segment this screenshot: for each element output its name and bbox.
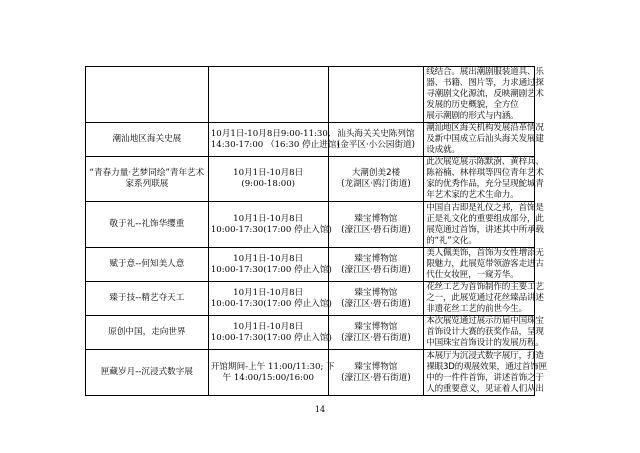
page-number: 14: [314, 405, 326, 414]
cell-text-line: 人的重要意义，见证着人们从出: [426, 383, 544, 394]
table-row: [86, 157, 535, 202]
cell-text-line: 10:00-17:30(17:00 停止入馆): [210, 264, 332, 275]
cell-text-line: 10月1日-10月8日: [233, 168, 304, 178]
event-time-cell: [208, 248, 332, 282]
cell-text-line: 臻宝博物馆: [354, 253, 398, 264]
cell-text-line: 限魅力，此展览带领游客走进古: [426, 259, 544, 269]
event-description-cell: [424, 316, 544, 350]
cell-text-line: (濠江区·礐石街道): [341, 372, 411, 383]
event-description-cell: [424, 157, 544, 202]
event-name-cell: [86, 202, 209, 248]
event-name-cell: [86, 350, 209, 396]
table-row: [86, 123, 535, 157]
cell-text-line: 大潮创美2楼: [351, 168, 401, 178]
cell-text-line: 寻潮剧文化源流，反映潮剧艺术: [426, 89, 544, 99]
cell-text-line: 本展厅为沉浸式数字展厅，打造: [426, 350, 544, 361]
table-row: [86, 316, 535, 350]
cell-text-line: 汕头海关关史陈列馆: [337, 128, 415, 139]
event-venue-cell: [328, 282, 424, 316]
event-time-cell: [208, 123, 340, 157]
table-row: [86, 350, 535, 396]
cell-text-line: 之一，此展览通过花丝臻品讲述: [426, 293, 544, 303]
table-row: [86, 248, 535, 282]
cell-text-line: 的“礼”文化。: [426, 235, 477, 246]
event-description-cell: [424, 248, 544, 282]
event-time-cell: [208, 316, 332, 350]
cell-text-line: 原创中国，走向世界: [108, 327, 186, 337]
cell-text-line: 臻宝博物馆: [354, 321, 398, 332]
event-name-cell: [86, 316, 209, 350]
cell-text-line: 臻宝博物馆: [354, 213, 398, 224]
cell-text-line: 年艺术家的艺术生命力。: [426, 190, 519, 200]
event-name-cell: [86, 67, 209, 123]
cell-text-line: (9:00-18:00): [241, 179, 296, 189]
cell-text-line: 潮汕地区海关史展: [112, 134, 182, 144]
cell-text-line: (濠江区·礐石街道): [341, 332, 411, 343]
cell-text-line: 14:30-17:00 （16:30 停止进馆): [210, 139, 340, 150]
event-time-cell: [208, 202, 332, 248]
cell-text-line: 潮汕地区海关机构发展沿革情况: [426, 123, 544, 133]
cell-text-line: 臻宝博物馆: [354, 361, 398, 372]
cell-text-line: 设成就。: [426, 145, 460, 155]
cell-text-line: 敬于礼--礼饰华缨重: [109, 219, 185, 229]
cell-text-line: 午 14:00/15:00/16:00: [222, 372, 314, 383]
event-venue-cell: [328, 123, 424, 157]
event-name-cell: [86, 157, 209, 202]
cell-text-line: 10月1日-10月8日9:00-11:30,: [210, 128, 331, 139]
cell-text-line: 裸眼3D的观展效果，通过首饰匣: [426, 361, 548, 372]
event-description-cell: [424, 123, 544, 157]
cell-text-line: 此次展览展示陈默澍、黄梓兵、: [426, 157, 544, 167]
cell-text-line: “青春力量·艺梦同绘”青年艺术: [89, 168, 205, 178]
cell-text-line: 展览通过首饰，讲述其中所承载: [426, 224, 544, 235]
table-row: [86, 67, 535, 123]
cell-text-line: (龙湖区·鸥汀街道): [341, 179, 411, 189]
cell-text-line: 赋于意--何知美人意: [109, 259, 185, 269]
cell-text-line: 代仕女妆匣，一窥芳华。: [426, 270, 519, 280]
event-name-cell: [86, 248, 209, 282]
cell-text-line: 10月1日-10月8日: [233, 213, 304, 224]
cell-text-line: 发展的历史概貌，全方位: [426, 100, 519, 110]
event-description-cell: [424, 350, 548, 396]
cell-text-line: (濠江区·礐石街道): [341, 298, 411, 309]
cell-text-line: 家系列联展: [125, 179, 169, 189]
events-table: [85, 66, 548, 396]
cell-text-line: 展示潮剧的形式与内涵。: [426, 111, 519, 121]
event-venue-cell: [328, 202, 424, 248]
table-row: [86, 282, 535, 316]
cell-text-line: 10月1日-10月8日: [233, 253, 304, 264]
cell-text-line: 正是礼文化的重要组成部分，此: [426, 213, 544, 224]
cell-text-line: 中国自古即是礼仪之邦，首饰是: [426, 202, 544, 213]
event-time-cell: [208, 350, 335, 396]
event-venue-cell: [328, 67, 424, 123]
cell-text-line: 10月1日-10月8日: [233, 321, 304, 332]
cell-text-line: 10月1日-10月8日: [233, 287, 304, 298]
event-venue-cell: [328, 248, 424, 282]
cell-text-line: 开馆期间-上午 11:00/11:30; 下: [210, 361, 335, 372]
event-time-cell: [208, 157, 328, 202]
cell-text-line: (濠江区·礐石街道): [341, 224, 411, 235]
cell-text-line: 器、书籍、图片等，力求通过探: [426, 78, 544, 88]
cell-text-line: 花丝工艺为首饰制作的主要工艺: [426, 282, 544, 292]
event-description-cell: [424, 202, 544, 248]
cell-text-line: 陈裕楠、林梓琪等四位青年艺术: [426, 168, 544, 178]
event-venue-cell: [328, 316, 424, 350]
events-table-body: [86, 67, 548, 396]
cell-text-line: 10:00-17:30(17:00 停止入馆): [210, 298, 332, 309]
cell-text-line: 臻宝博物馆: [354, 287, 398, 298]
cell-text-line: (濠江区·礐石街道): [341, 264, 411, 275]
event-description-cell: [424, 282, 544, 316]
cell-text-line: 线结合。展出潮剧服装道具、乐: [426, 67, 544, 77]
cell-text-line: 10:00-17:30(17:00 停止入馆): [210, 332, 332, 343]
event-time-cell: [208, 282, 332, 316]
cell-text-line: (金平区·小公园街道): [336, 139, 416, 150]
cell-text-line: 臻于技--精艺夺天工: [109, 293, 185, 303]
cell-text-line: 匣藏岁月--沉浸式数字展: [100, 367, 193, 377]
event-venue-cell: [328, 157, 424, 202]
cell-text-line: 中国珠宝首饰设计的发展历程。: [426, 338, 544, 348]
event-venue-cell: [328, 350, 424, 396]
cell-text-line: 中的一件件首饰，讲述首饰之于: [426, 372, 544, 383]
cell-text-line: 家的优秀作品，充分呈现鮀城青: [426, 179, 544, 189]
event-name-cell: [86, 282, 209, 316]
cell-text-line: 及新中国成立后汕头海关发展建: [426, 134, 544, 144]
cell-text-line: 10:00-17:30(17:00 停止入馆): [210, 224, 332, 235]
cell-text-line: 美人佩美饰，首饰为女性增添无: [426, 248, 544, 258]
event-description-cell: [424, 67, 544, 123]
table-row: [86, 202, 535, 248]
cell-text-line: 本次展览通过展示历届中国珠宝: [426, 316, 544, 326]
event-time-cell: [208, 67, 328, 123]
event-name-cell: [86, 123, 209, 157]
cell-text-line: 首饰设计大赛的获奖作品，呈现: [426, 327, 544, 337]
cell-text-line: 非遗花丝工艺的前世今生。: [426, 304, 527, 314]
